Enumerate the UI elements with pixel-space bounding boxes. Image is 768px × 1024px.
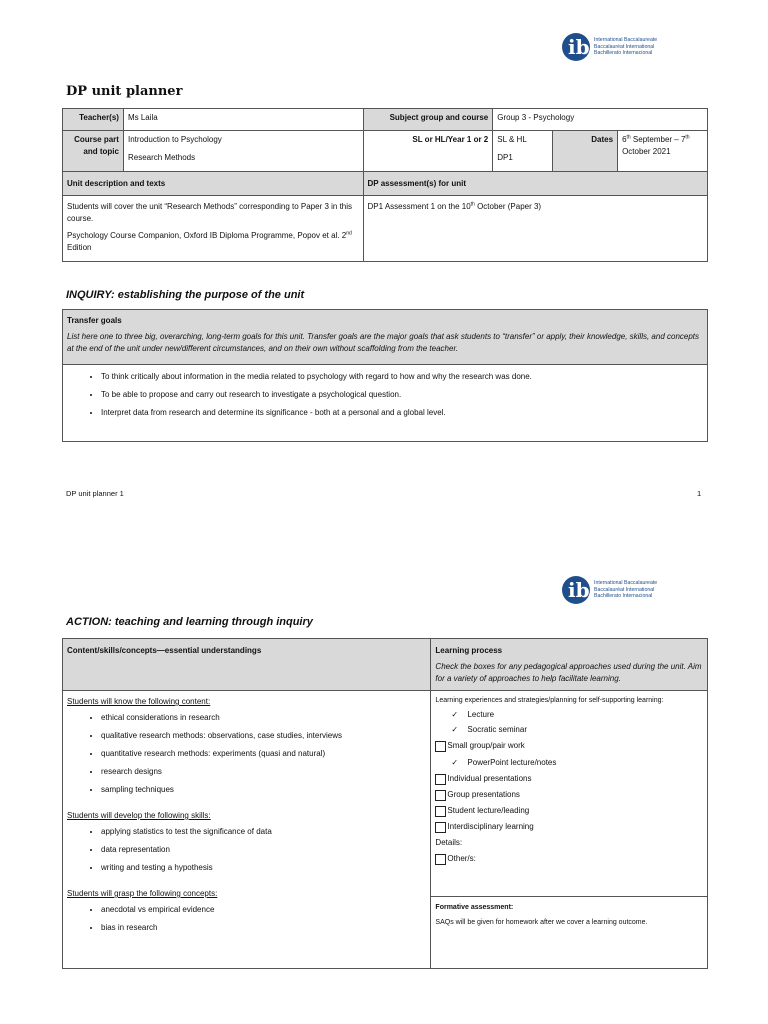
checkbox-interdisciplinary[interactable] (435, 822, 446, 833)
course-value: Introduction to Psychology Research Methods (123, 131, 363, 172)
footer-page-number: 1 (697, 489, 702, 498)
dates-label: Dates (553, 131, 618, 172)
ib-logo-mark: ib (562, 33, 590, 61)
content-item: • research designs (101, 765, 426, 778)
ib-logo-text: International Baccalaureate Baccalauréat International Bachillerato Internacional (594, 580, 658, 600)
checkbox-individual[interactable] (435, 774, 446, 785)
learning-process-label: Learning process (435, 646, 503, 655)
teacher-value: Ms Laila (123, 109, 363, 131)
checked-socratic: ✓ Socratic seminar (451, 723, 703, 736)
concepts-label: Students will grasp the following concepts: (67, 889, 218, 898)
option-student-lecture[interactable]: Student lecture/leading (435, 805, 703, 817)
transfer-goals-list (63, 365, 708, 442)
checked-list-1 (435, 708, 703, 736)
transfer-goals-description: List here one to three big, overarching, long-term goals for this unit. Transfer goals are the major goals that ask students to “transfer” or apply, their knowledge, skills, and concepts at the end of the unit under new/different circumstances, and on their own without scaffolding from the teacher. (67, 332, 700, 353)
unit-info-table (62, 108, 708, 262)
know-label: Students will know the following content: (67, 697, 211, 706)
option-interdisciplinary[interactable]: Interdisciplinary learning (435, 821, 703, 833)
concept-item: • anecdotal vs empirical evidence (101, 903, 426, 916)
option-individual[interactable]: Individual presentations (435, 773, 703, 785)
checkbox-small-group[interactable] (435, 741, 446, 752)
formative-cell (431, 897, 708, 969)
content-item: • quantitative research methods: experiments (quasi and natural) (101, 747, 426, 760)
skill-item: • applying statistics to test the significance of data (101, 825, 426, 838)
footer-label: DP unit planner 1 (66, 489, 124, 498)
option-group[interactable]: Group presentations (435, 789, 703, 801)
transfer-goals-header (63, 310, 708, 365)
know-list (67, 711, 426, 796)
option-small-group[interactable]: Small group/pair work (435, 740, 703, 752)
checkbox-group[interactable] (435, 790, 446, 801)
dp-assessment-label: DP assessment(s) for unit (363, 172, 708, 196)
skill-item: • writing and testing a hypothesis (101, 861, 426, 874)
skill-item: • data representation (101, 843, 426, 856)
ib-logo-page2 (562, 576, 657, 604)
action-table (62, 638, 708, 969)
transfer-goals-label: Transfer goals (67, 316, 122, 325)
level-value: SL & HL DP1 (493, 131, 553, 172)
content-header: Content/skills/concepts—essential understandings (63, 639, 431, 691)
ib-logo-mark: ib (562, 576, 590, 604)
transfer-goals-table (62, 309, 708, 442)
content-item: • sampling techniques (101, 783, 426, 796)
checked-powerpoint: ✓ PowerPoint lecture/notes (451, 756, 703, 769)
unit-description: Students will cover the unit “Research Methods” corresponding to Paper 3 in this course. Psychology Course Companion, Oxford IB Diploma Programme, Popov et al. 2nd Edition (63, 196, 364, 262)
dp-assessment: DP1 Assessment 1 on the 10th October (Paper 3) (363, 196, 708, 262)
subject-label: Subject group and course (363, 109, 493, 131)
page-title: DP unit planner (66, 84, 183, 99)
goal-item: • To be able to propose and carry out research to investigate a psychological question. (101, 388, 703, 401)
learning-process-header (431, 639, 708, 691)
action-heading: ACTION: teaching and learning through inquiry (66, 616, 313, 628)
checkbox-student-lecture[interactable] (435, 806, 446, 817)
learning-process-cell (431, 691, 708, 897)
learning-process-description: Check the boxes for any pedagogical approaches used during the unit. Aim for a variety of approaches to help facilitate learning. (435, 662, 702, 683)
level-label: SL or HL/Year 1 or 2 (363, 131, 493, 172)
checkbox-other[interactable] (435, 854, 446, 865)
unit-description-label: Unit description and texts (63, 172, 364, 196)
skills-label: Students will develop the following skills: (67, 811, 211, 820)
teacher-label: Teacher(s) (63, 109, 124, 131)
details-label: Details: (435, 838, 463, 847)
checked-list-2 (435, 756, 703, 769)
learning-intro: Learning experiences and strategies/planning for self-supporting learning: (435, 697, 664, 704)
subject-value: Group 3 - Psychology (493, 109, 708, 131)
checked-lecture: ✓ Lecture (451, 708, 703, 721)
ib-logo-text: International Baccalaureate Baccalauréat International Bachillerato Internacional (594, 37, 658, 57)
dates-value: 6th September – 7th October 2021 (618, 131, 708, 172)
concept-item: • bias in research (101, 921, 426, 934)
option-other[interactable]: Other/s: (435, 853, 703, 865)
inquiry-heading: INQUIRY: establishing the purpose of the unit (66, 289, 305, 301)
goal-item: • Interpret data from research and determine its significance - both at a personal and a global level. (101, 406, 703, 419)
goals-list (67, 370, 703, 419)
content-item: • qualitative research methods: observations, case studies, interviews (101, 729, 426, 742)
formative-text: SAQs will be given for homework after we cover a learning outcome. (435, 919, 648, 926)
content-item: • ethical considerations in research (101, 711, 426, 724)
goal-item: • To think critically about information in the media related to psychology with regard to how and why the research was done. (101, 370, 703, 383)
skills-list (67, 825, 426, 874)
content-cell (63, 691, 431, 969)
ib-logo (562, 33, 657, 61)
formative-label: Formative assessment: (435, 904, 514, 911)
course-label: Course part and topic (63, 131, 124, 172)
concepts-list (67, 903, 426, 934)
